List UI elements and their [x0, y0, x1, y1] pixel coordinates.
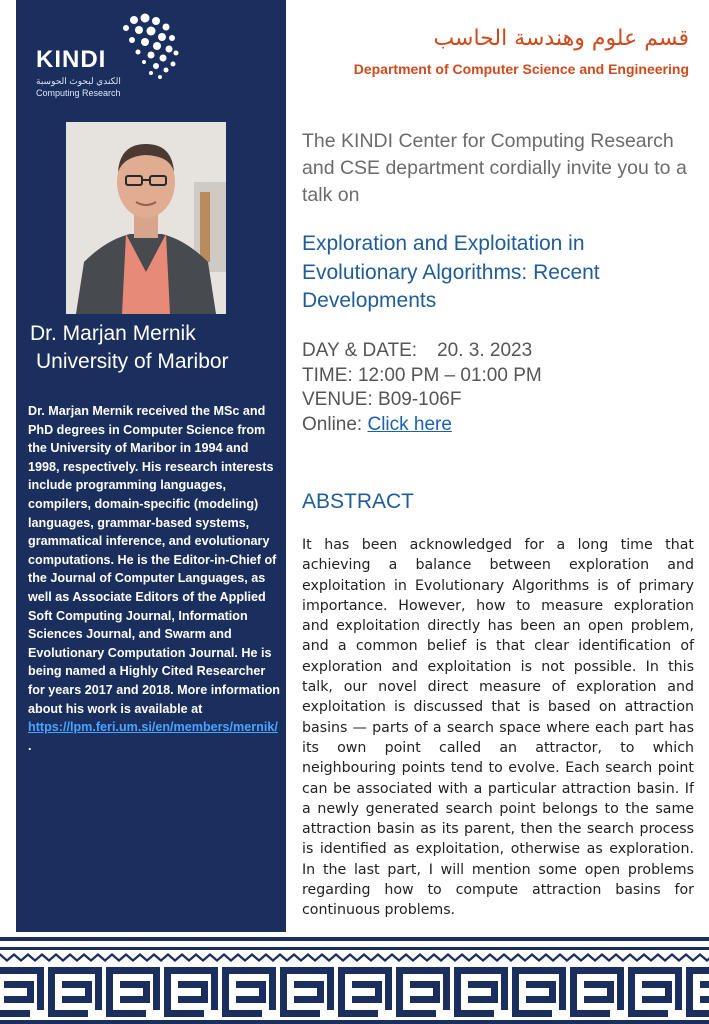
kindi-arabic-subtitle: الكندي لبحوث الحوسبة	[36, 76, 121, 86]
speaker-bio	[28, 402, 282, 755]
talk-details	[302, 339, 697, 437]
date-row	[302, 339, 697, 364]
speaker-panel	[16, 0, 286, 932]
date-label: DAY & DATE:	[302, 340, 418, 361]
kufic-pattern-band	[0, 937, 709, 1024]
speaker-affiliation: University of Maribor	[36, 350, 229, 373]
date-value: 20. 3. 2023	[437, 340, 533, 361]
abstract-heading: ABSTRACT	[302, 490, 415, 513]
department-english-name: Department of Computer Science and Engineering	[353, 61, 689, 77]
speaker-bio-text: Dr. Marjan Mernik received the MSc and PhD degrees in Computer Science from the University of Maribor in 1994 and 1998, respectively. His research interests include programming languages, compilers, domain-specific (modeling) languages, grammar-based systems, grammatical inference, and evolutionary computations. He is the Editor-in-Chief of the Journal of Computer Languages, as well as Associate Editors of the Applied Soft Computing Journal, Information Sciences Journal, and Swarm and Evolutionary Computation Journal. He is being named a Highly Cited Researcher for years 2017 and 2018. More information about his work is available at	[28, 404, 280, 716]
speaker-profile-link[interactable]: https://lpm.feri.um.si/en/members/mernik/	[28, 720, 278, 735]
speaker-portrait-icon	[66, 122, 226, 314]
kindi-subtitle: Computing Research	[36, 88, 121, 98]
abstract-text: It has been acknowledged for a long time that achieving a balance between exploration and exploitation in Evolutionary Algorithms is of primary importance. However, how to measure exploration and exploitation directly has been an open problem, and a common belief is that clear identification of exploration and exploitation is not possible. In this talk, our novel direct measure of exploration and exploitation is discussed that is based on attraction basins — parts of a search space where each part has its own point called an attractor, to which neighbouring points tend to evolve. Each search point can be associated with a particular attraction basin. If a newly generated search point belongs to the same attraction basin as its parent, then the search process is identified as exploitation, otherwise as exploration. In the last part, I will mention some open problems regarding how to compute attraction basins for continuous problems.	[302, 537, 694, 919]
online-row	[302, 413, 697, 438]
invitation-text: The KINDI Center for Computing Research and CSE department cordially invite you to a talk on	[302, 130, 687, 206]
kindi-wordmark: KINDI	[36, 46, 107, 73]
venue-row: VENUE: B09-106F	[302, 389, 462, 410]
online-label: Online:	[302, 413, 363, 435]
speaker-bio-trailing: .	[28, 738, 32, 753]
kindi-dots-icon	[114, 12, 184, 82]
kindi-logo	[34, 12, 194, 102]
speaker-name	[30, 320, 280, 376]
speaker-photo	[66, 122, 226, 314]
talk-title: Exploration and Exploitation in Evolutionary Algorithms: Recent Developments	[302, 232, 600, 312]
online-link[interactable]: Click here	[367, 413, 452, 435]
time-row: TIME: 12:00 PM – 01:00 PM	[302, 364, 542, 386]
department-arabic-name: قسم علوم وهندسة الحاسب	[433, 26, 689, 51]
speaker-name-line1: Dr. Marjan Mernik	[30, 322, 196, 345]
